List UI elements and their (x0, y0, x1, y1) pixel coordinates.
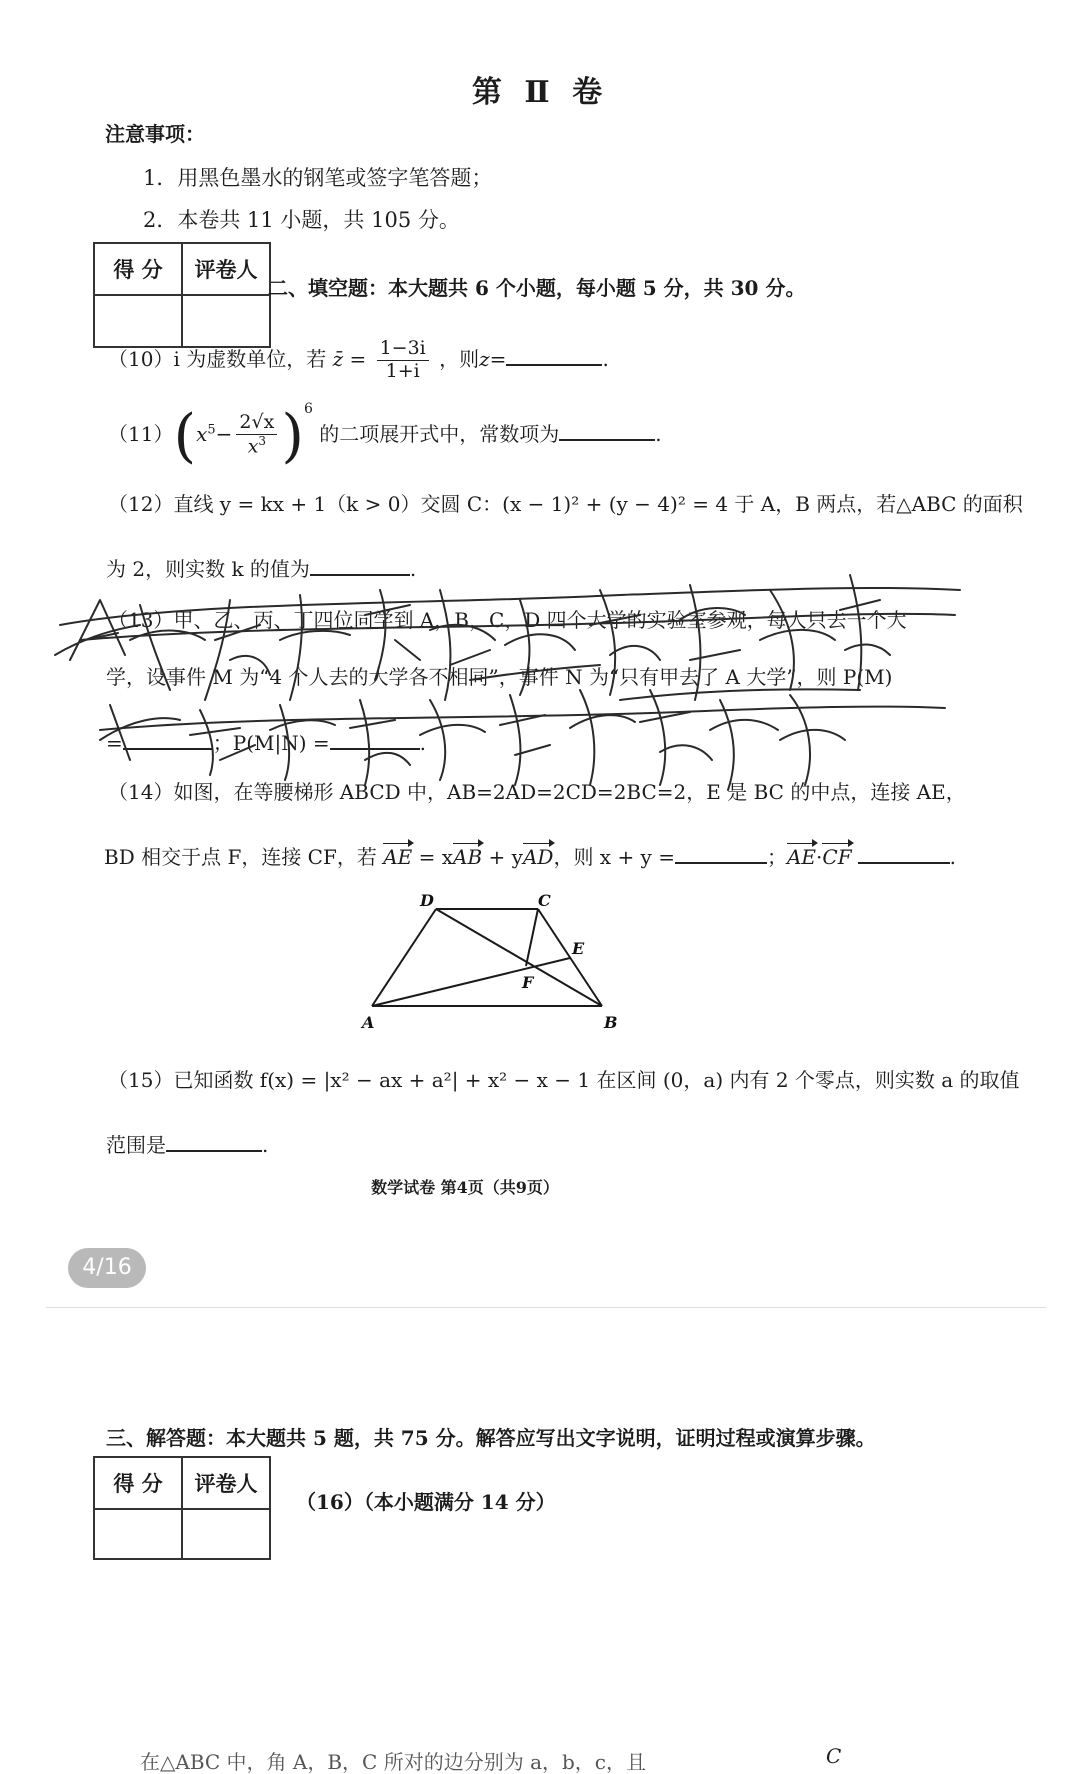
q14-plusy: + y (488, 845, 523, 869)
vector-cf: CF (822, 845, 852, 869)
q12-line1: （12）直线 y = kx + 1（k > 0）交圆 C：(x − 1)² + (y − 4)² = 4 于 A，B 两点，若△ABC 的面积 (108, 492, 1023, 516)
q11-answer-blank[interactable] (559, 417, 655, 441)
page-divider (46, 1307, 1046, 1308)
q14-then: ，则 x + y = (553, 845, 675, 869)
q14-blank-1[interactable] (675, 840, 767, 864)
label-e: E (572, 939, 585, 958)
score-header-2: 得 分 (94, 1457, 182, 1509)
vector-ae-2: AE (786, 845, 817, 869)
q11-power: 6 (303, 401, 313, 417)
edge-cb (538, 909, 602, 1006)
page-footer: 数学试卷 第4页（共9页） (371, 1178, 559, 1197)
q10-mid: ，则 (439, 346, 480, 371)
score-table-2 (93, 1456, 271, 1560)
q13-line3 (106, 726, 426, 753)
q12-end: . (409, 557, 417, 581)
q10-numerator: 1−3i (377, 338, 429, 361)
q15-line2 (106, 1128, 268, 1155)
score-table (93, 242, 271, 348)
q15-end: . (262, 1133, 269, 1157)
q15-text: 范围是 (106, 1133, 166, 1157)
label-d: D (420, 891, 434, 910)
q10-z: z (479, 346, 490, 371)
notice-item-1: 1．用黑色墨水的钢笔或签字笔答题； (143, 166, 493, 190)
label-a: A (362, 1013, 375, 1032)
q14-semi: ； (766, 845, 787, 869)
q11-right-paren: ) (281, 401, 304, 470)
label-c: C (538, 891, 551, 910)
q10-label: （10）i 为虚数单位，若 (108, 346, 327, 371)
edge-ad (372, 909, 436, 1006)
vector-ae: AE (383, 845, 413, 869)
q13-line1: （13）甲、乙、丙、丁四位同学到 A，B，C，D 四个大学的实验室参观，每人只去一个大 (108, 608, 907, 632)
trapezoid-figure (340, 880, 640, 1040)
part2-heading: 二、填空题：本大题共 6 个小题，每小题 5 分，共 30 分。 (268, 276, 806, 300)
q10-answer-blank[interactable] (506, 342, 602, 366)
q10-end: . (602, 346, 609, 371)
q11-numerator: 2√x (236, 412, 277, 435)
q11-end: . (655, 422, 662, 446)
q10-denominator: 1+i (385, 359, 420, 382)
q16-heading: （16）（本小题满分 14 分） (296, 1490, 556, 1514)
label-b: B (604, 1013, 618, 1032)
q11-fraction (236, 412, 277, 458)
q13-end: . (419, 731, 427, 755)
question-10 (108, 338, 609, 383)
q13-blank-2[interactable] (330, 726, 420, 750)
q11-denominator (236, 435, 277, 458)
q14-eqx: = x (418, 845, 454, 869)
part3-heading: 三、解答题：本大题共 5 题，共 75 分。解答应写出文字说明，证明过程或演算步骤。 (106, 1426, 876, 1450)
q11-minus: − (215, 422, 233, 446)
q13-blank-1[interactable] (123, 726, 213, 750)
vector-ab: AB (453, 845, 483, 869)
page-indicator-badge: 4/16 (68, 1248, 146, 1288)
notice-item-2: 2．本卷共 11 小题，共 105 分。 (143, 208, 460, 232)
vector-ad: AD (522, 845, 554, 869)
score-header: 得 分 (94, 243, 182, 295)
question-11 (108, 401, 662, 470)
q11-text: 的二项展开式中，常数项为 (319, 422, 560, 446)
q15-line1: （15）已知函数 f(x) = |x² − ax + a²| + x² − x − 1 在区间 (0，a) 内有 2 个零点，则实数 a 的取值 (108, 1068, 1020, 1092)
q14-line1: （14）如图，在等腰梯形 ABCD 中，AB=2AD=2CD=2BC=2，E 是 BC 的中点，连接 AE， (108, 780, 966, 804)
q11-x: x (196, 422, 208, 446)
grader-header: 评卷人 (182, 243, 270, 295)
q10-fraction (377, 338, 429, 383)
q11-exp3: 3 (258, 434, 267, 449)
q11-exp5: 5 (207, 422, 216, 438)
q11-label: （11） (108, 422, 174, 446)
q11-den-x: x (247, 435, 259, 458)
q11-left-paren: ( (173, 401, 197, 470)
grader-header-2: 评卷人 (182, 1457, 270, 1509)
segment-cf (526, 909, 538, 966)
q15-answer-blank[interactable] (166, 1128, 262, 1152)
segment-ae (372, 958, 570, 1006)
q14-blank-2[interactable] (858, 840, 950, 864)
q14-text: BD 相交于点 F，连接 CF，若 (104, 845, 377, 869)
q13-line2: 学，设事件 M 为“4 个人去的大学各不相同”，事件 N 为“只有甲去了 A 大学”，则 P(M) (106, 665, 893, 689)
q14-end: . (949, 845, 956, 869)
q16-cut-text: 在△ABC 中，角 A，B，C 所对的边分别为 a，b，c，且 (140, 1750, 646, 1774)
q13-pmn: ；P(M|N) = (212, 731, 330, 755)
q14-dot: · (816, 845, 823, 869)
q12-answer-blank[interactable] (310, 552, 410, 576)
q10-zbar: z̄ = (332, 346, 367, 371)
section-title: 第 Ⅱ 卷 (471, 75, 609, 110)
q10-eq: = (489, 346, 507, 371)
q12-line2 (106, 552, 416, 579)
q13-eq: = (106, 731, 123, 755)
q12-text: 为 2，则实数 k 的值为 (106, 557, 310, 581)
notice-heading: 注意事项： (105, 122, 205, 146)
label-f: F (522, 973, 534, 992)
corner-letter: C (826, 1744, 842, 1768)
q14-line2 (104, 840, 956, 867)
grader-cell-2 (182, 1509, 270, 1559)
score-cell-2 (94, 1509, 182, 1559)
